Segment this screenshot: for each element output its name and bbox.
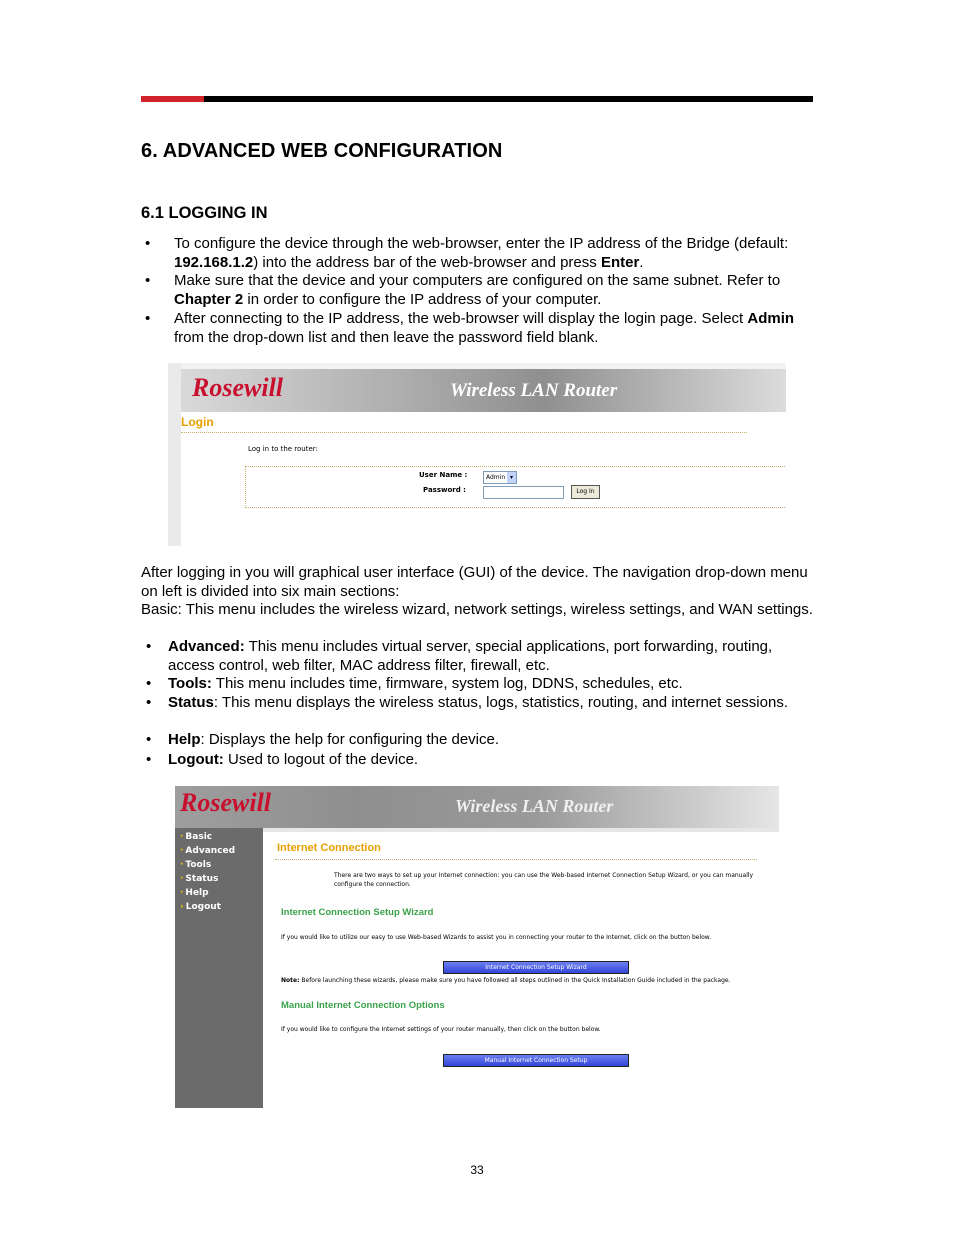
setup-wizard-button[interactable]: Internet Connection Setup Wizard: [443, 961, 629, 974]
list-item: [141, 638, 813, 675]
password-input[interactable]: [483, 486, 564, 499]
list-item: [141, 694, 813, 731]
intro-text: There are two ways to set up your Internet connection: you can use the Web-based Internet Connection Setup Wizard, or you can manually configure the connection.: [334, 872, 754, 888]
bullet-icon: •: [145, 235, 151, 252]
router-title: Wireless LAN Router: [455, 796, 614, 816]
nav-item-tools[interactable]: · Tools: [180, 860, 212, 870]
bullet-icon: •: [146, 751, 152, 768]
bullet-icon: •: [146, 731, 152, 748]
nav-item-help[interactable]: · Help: [180, 888, 209, 898]
wizard-section-title: Internet Connection Setup Wizard: [281, 907, 434, 918]
list-item: [141, 751, 813, 770]
manual-text: If you would like to configure the Internet settings of your router manually, then click on the button below.: [281, 1026, 601, 1033]
nav-item-basic[interactable]: · Basic: [180, 832, 213, 842]
header-rule-black: [204, 96, 813, 102]
username-label: User Name :: [419, 471, 468, 479]
bullet-icon: •: [146, 638, 152, 655]
list-item: [141, 675, 813, 694]
router-title: Wireless LAN Router: [450, 380, 618, 401]
bullet-icon: ·: [180, 888, 184, 898]
list-item-text: Make sure that the device and your computers are configured on the same subnet. Refer to Chapter 2 in order to configure the IP address of your computer.: [174, 272, 781, 308]
page-number: 33: [470, 1163, 484, 1177]
list-item-text: To configure the device through the web-browser, enter the IP address of the Bridge (default: 192.168.1.2) into the address bar of the web-browser and press Enter.: [174, 235, 789, 271]
rosewill-logo: Rosewill: [192, 373, 284, 402]
section-heading: 6.1 LOGGING IN: [141, 204, 268, 222]
login-prompt: Log in to the router:: [248, 445, 318, 453]
list-item: [141, 310, 813, 347]
chevron-down-icon: ▾: [507, 472, 516, 483]
bullet-icon: •: [146, 694, 152, 711]
list-item: [141, 731, 813, 750]
header-rule-red: [141, 96, 204, 102]
list-item-text: Status: This menu displays the wireless status, logs, statistics, routing, and internet sessions.: [168, 694, 788, 711]
internet-connection-screenshot: [175, 786, 779, 1108]
login-body: [181, 412, 786, 546]
nav-item-advanced[interactable]: · Advanced: [180, 846, 236, 856]
login-button[interactable]: Log In: [571, 485, 600, 499]
nav-item-logout[interactable]: › Logout: [180, 902, 221, 912]
password-label: Password :: [423, 486, 466, 494]
router-banner: [181, 369, 786, 412]
nav-sidebar: [175, 828, 263, 1108]
bullet-icon: •: [146, 675, 152, 692]
chevron-right-icon: ›: [180, 902, 184, 912]
page-title: Internet Connection: [277, 842, 381, 854]
router-banner: [175, 786, 779, 828]
wizard-text: If you would like to utilize our easy to use Web-based Wizards to assist you in connecting your router to the Internet, click on the button below.: [281, 934, 712, 941]
basic-paragraph: Basic: This menu includes the wireless wizard, network settings, wireless settings, and WAN settings.: [141, 601, 813, 618]
list-item: [141, 272, 813, 309]
gui-intro-paragraph: After logging in you will graphical user interface (GUI) of the device. The navigation drop-down menu on left is divided into six main sections:: [141, 564, 808, 600]
bullet-icon: •: [145, 310, 151, 327]
username-select[interactable]: Admin ▾: [483, 471, 517, 484]
bullet-icon: ·: [180, 860, 184, 870]
bullet-icon: ·: [180, 832, 184, 842]
rosewill-logo: Rosewill: [180, 788, 272, 817]
login-screenshot: [168, 363, 786, 546]
manual-setup-button[interactable]: Manual Internet Connection Setup: [443, 1054, 629, 1067]
chapter-heading: 6. ADVANCED WEB CONFIGURATION: [141, 140, 503, 162]
manual-section-title: Manual Internet Connection Options: [281, 1000, 445, 1011]
list-item-text: Help: Displays the help for configuring the device.: [168, 731, 500, 748]
list-item-text: After connecting to the IP address, the web-browser will display the login page. Select Admin from the drop-down list and then leave the password field blank.: [174, 310, 795, 346]
bullet-icon: ·: [180, 874, 184, 884]
list-item-text: Tools: This menu includes time, firmware, system log, DDNS, schedules, etc.: [168, 675, 683, 692]
list-item: [141, 235, 813, 272]
list-item-text: Logout: Used to logout of the device.: [168, 751, 419, 768]
login-title: Login: [181, 415, 214, 429]
note-text: Note: Before launching these wizards, please make sure you have followed all steps outlined in the Quick Installation Guide included in the package.: [281, 977, 731, 984]
bullet-icon: ·: [180, 846, 184, 856]
bullet-icon: •: [145, 272, 151, 289]
nav-item-status[interactable]: · Status: [180, 874, 219, 884]
list-item-text: Advanced: This menu includes virtual server, special applications, port forwarding, routing, access control, web filter, MAC address filter, firewall, etc.: [168, 638, 773, 674]
